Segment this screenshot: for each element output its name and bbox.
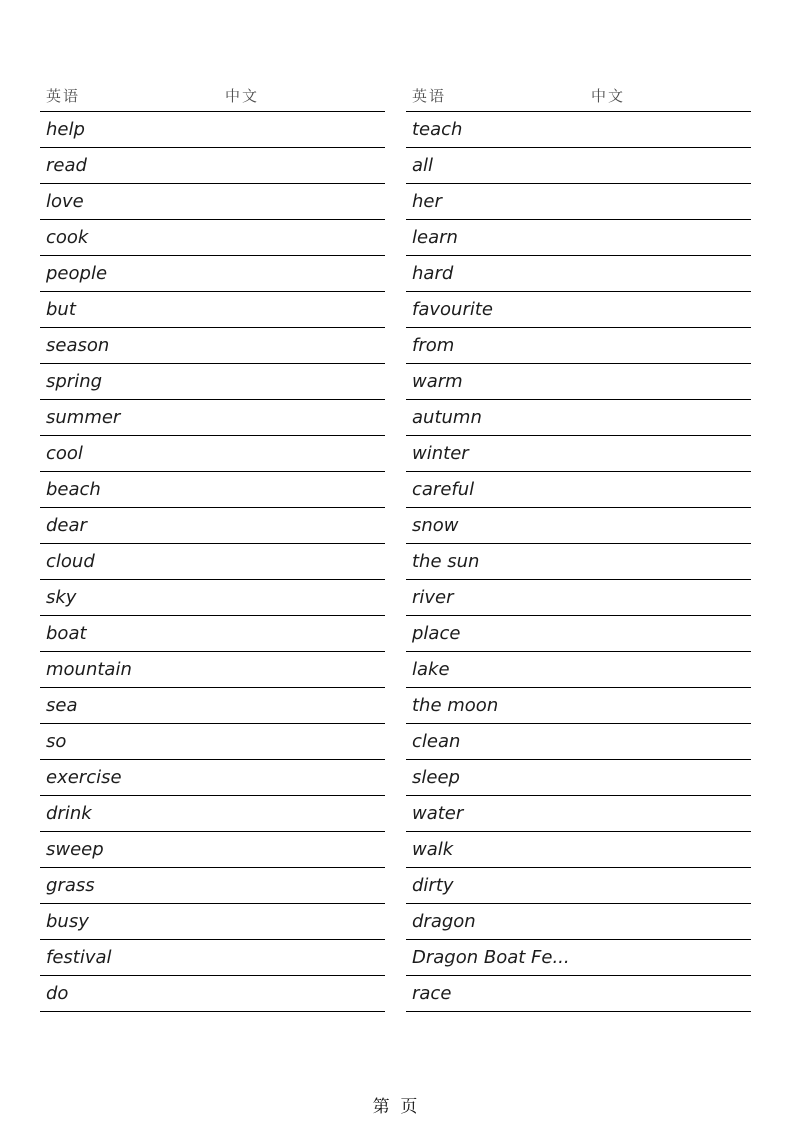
english-word: people bbox=[46, 263, 108, 284]
table-row bbox=[40, 796, 385, 832]
english-word: the sun bbox=[412, 551, 480, 572]
english-word: boat bbox=[46, 623, 87, 644]
table-row bbox=[406, 544, 751, 580]
table-row bbox=[40, 364, 385, 400]
vocab-table-left bbox=[40, 85, 385, 1012]
english-word: her bbox=[412, 191, 442, 212]
table-row bbox=[406, 976, 751, 1012]
table-row bbox=[40, 184, 385, 220]
table-row bbox=[406, 436, 751, 472]
table-row bbox=[40, 832, 385, 868]
table-row bbox=[406, 904, 751, 940]
table-row bbox=[40, 508, 385, 544]
english-word: festival bbox=[46, 947, 112, 968]
english-word: clean bbox=[412, 731, 461, 752]
english-word: all bbox=[412, 155, 434, 176]
table-row bbox=[406, 364, 751, 400]
table-row bbox=[406, 940, 751, 976]
table-row bbox=[40, 148, 385, 184]
table-header bbox=[40, 85, 385, 112]
english-word: mountain bbox=[46, 659, 132, 680]
english-word: exercise bbox=[46, 767, 122, 788]
english-word: autumn bbox=[412, 407, 482, 428]
english-word: winter bbox=[412, 443, 469, 464]
english-word: learn bbox=[412, 227, 458, 248]
table-row bbox=[406, 832, 751, 868]
table-row bbox=[406, 724, 751, 760]
table-row bbox=[40, 652, 385, 688]
table-row bbox=[40, 760, 385, 796]
english-word: dear bbox=[46, 515, 87, 536]
table-row bbox=[406, 400, 751, 436]
english-word: love bbox=[46, 191, 84, 212]
table-row bbox=[406, 652, 751, 688]
table-row bbox=[406, 148, 751, 184]
english-word: river bbox=[412, 587, 454, 608]
header-english-label: 英语 bbox=[46, 89, 81, 105]
table-row bbox=[406, 184, 751, 220]
english-word: sea bbox=[46, 695, 78, 716]
english-word: summer bbox=[46, 407, 121, 428]
english-word: but bbox=[46, 299, 76, 320]
table-row bbox=[40, 724, 385, 760]
english-word: read bbox=[46, 155, 87, 176]
table-header bbox=[406, 85, 751, 112]
table-rows bbox=[406, 112, 751, 1012]
english-word: the moon bbox=[412, 695, 499, 716]
english-word: sky bbox=[46, 587, 77, 608]
table-row bbox=[406, 796, 751, 832]
table-row bbox=[406, 112, 751, 148]
english-word: race bbox=[412, 983, 452, 1004]
table-row bbox=[406, 616, 751, 652]
vocab-table-right bbox=[406, 85, 751, 1012]
table-row bbox=[40, 904, 385, 940]
table-row bbox=[40, 436, 385, 472]
table-row bbox=[40, 220, 385, 256]
english-word: lake bbox=[412, 659, 450, 680]
english-word: busy bbox=[46, 911, 89, 932]
english-word: water bbox=[412, 803, 464, 824]
table-row bbox=[406, 868, 751, 904]
table-row bbox=[406, 220, 751, 256]
english-word: spring bbox=[46, 371, 103, 392]
english-word: so bbox=[46, 731, 67, 752]
english-word: careful bbox=[412, 479, 475, 500]
table-row bbox=[406, 472, 751, 508]
english-word: beach bbox=[46, 479, 101, 500]
english-word: grass bbox=[46, 875, 95, 896]
english-word: cook bbox=[46, 227, 89, 248]
english-word: sweep bbox=[46, 839, 104, 860]
english-word: drink bbox=[46, 803, 92, 824]
english-word: do bbox=[46, 983, 69, 1004]
english-word: favourite bbox=[412, 299, 493, 320]
table-row bbox=[40, 616, 385, 652]
english-word: snow bbox=[412, 515, 459, 536]
table-row bbox=[406, 688, 751, 724]
table-row bbox=[40, 256, 385, 292]
table-row bbox=[40, 292, 385, 328]
english-word: season bbox=[46, 335, 110, 356]
page-footer bbox=[0, 1092, 793, 1117]
table-row bbox=[406, 508, 751, 544]
vocab-tables bbox=[40, 85, 751, 1012]
english-word: cloud bbox=[46, 551, 95, 572]
table-rows bbox=[40, 112, 385, 1012]
english-word: from bbox=[412, 335, 455, 356]
table-row bbox=[40, 328, 385, 364]
english-word: cool bbox=[46, 443, 83, 464]
table-row bbox=[40, 112, 385, 148]
table-row bbox=[40, 868, 385, 904]
header-chinese-label: 中文 bbox=[225, 89, 260, 105]
english-word: place bbox=[412, 623, 461, 644]
english-word: walk bbox=[412, 839, 454, 860]
table-row bbox=[40, 472, 385, 508]
table-row bbox=[406, 256, 751, 292]
table-row bbox=[40, 976, 385, 1012]
table-row bbox=[406, 760, 751, 796]
table-row bbox=[40, 688, 385, 724]
header-english-label: 英语 bbox=[412, 89, 447, 105]
table-row bbox=[406, 580, 751, 616]
english-word: hard bbox=[412, 263, 454, 284]
table-row bbox=[406, 328, 751, 364]
english-word: Dragon Boat Fe... bbox=[412, 947, 570, 968]
english-word: dragon bbox=[412, 911, 476, 932]
table-row bbox=[406, 292, 751, 328]
table-row bbox=[40, 400, 385, 436]
table-row bbox=[40, 544, 385, 580]
english-word: dirty bbox=[412, 875, 454, 896]
english-word: sleep bbox=[412, 767, 460, 788]
header-chinese-label: 中文 bbox=[591, 89, 626, 105]
english-word: warm bbox=[412, 371, 463, 392]
table-row bbox=[40, 940, 385, 976]
english-word: teach bbox=[412, 119, 463, 140]
english-word: help bbox=[46, 119, 85, 140]
table-row bbox=[40, 580, 385, 616]
page-number-label: 第 页 bbox=[372, 1097, 421, 1116]
